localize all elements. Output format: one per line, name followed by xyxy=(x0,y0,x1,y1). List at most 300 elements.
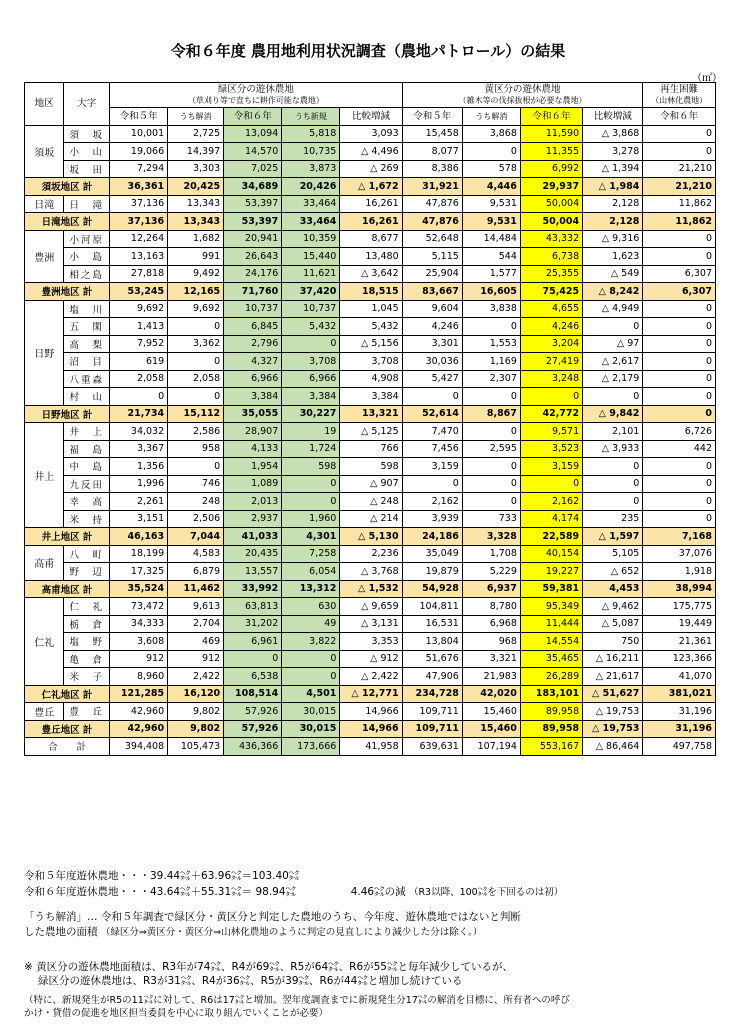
value-cell: 21,361 xyxy=(643,633,716,651)
subtotal-cell: 16,120 xyxy=(168,685,224,703)
value-cell: 4,655 xyxy=(520,300,582,318)
note-kaisho-remark: （緑区分⇒黄区分・黄区分⇒山林化農地のように判定の見直しにより減少した分は除く。） xyxy=(100,927,483,938)
header-oaza: 大字 xyxy=(64,83,110,126)
value-cell: △ 3,868 xyxy=(583,125,643,143)
table-row xyxy=(25,160,716,178)
value-cell: 1,918 xyxy=(643,563,716,581)
subtotal-cell: 42,020 xyxy=(462,685,520,703)
value-cell: 18,199 xyxy=(110,545,168,563)
header-green-r5: 令和５年 xyxy=(110,108,168,126)
oaza-name: 幸 高 xyxy=(64,493,110,511)
subtotal-cell: 20,426 xyxy=(282,178,340,196)
value-cell: 31,202 xyxy=(224,615,282,633)
value-cell: △ 5,156 xyxy=(340,335,402,353)
value-cell: 9,492 xyxy=(168,265,224,283)
subtotal-cell: △ 8,242 xyxy=(583,283,643,301)
value-cell: 49 xyxy=(282,615,340,633)
value-cell: 10,737 xyxy=(224,300,282,318)
table-row xyxy=(25,125,716,143)
value-cell: 0 xyxy=(462,458,520,476)
value-cell: 1,089 xyxy=(224,475,282,493)
note-r5-total: 令和５年度遊休農地・・・39.44㌶＋63.96㌶＝103.40㌶ xyxy=(24,870,300,882)
value-cell: △ 2,179 xyxy=(583,370,643,388)
subtotal-cell: 31,196 xyxy=(643,720,716,738)
value-cell: 10,359 xyxy=(282,230,340,248)
value-cell: 0 xyxy=(462,318,520,336)
value-cell: 912 xyxy=(168,650,224,668)
table-row xyxy=(25,388,716,406)
value-cell: △ 5,087 xyxy=(583,615,643,633)
table-row xyxy=(25,335,716,353)
value-cell: 35,049 xyxy=(402,545,462,563)
value-cell: 19,227 xyxy=(520,563,582,581)
value-cell: 2,261 xyxy=(110,493,168,511)
note-kaisho-definition xyxy=(24,910,724,940)
value-cell: 5,229 xyxy=(462,563,520,581)
value-cell: 14,484 xyxy=(462,230,520,248)
oaza-name: 坂 田 xyxy=(64,160,110,178)
subtotal-cell: 9,802 xyxy=(168,720,224,738)
value-cell: 9,531 xyxy=(462,195,520,213)
value-cell: 9,604 xyxy=(402,300,462,318)
value-cell: 15,440 xyxy=(282,248,340,266)
value-cell: 17,325 xyxy=(110,563,168,581)
subtotal-cell: 22,589 xyxy=(520,528,582,546)
table-body xyxy=(25,125,716,755)
subtotal-cell: 11,462 xyxy=(168,580,224,598)
value-cell: 3,248 xyxy=(520,370,582,388)
subtotal-cell: 16,605 xyxy=(462,283,520,301)
district-label: 日滝 xyxy=(25,195,64,213)
value-cell: 0 xyxy=(462,423,520,441)
subtotal-label: 高甫地区 計 xyxy=(25,580,110,598)
value-cell: 19,879 xyxy=(402,563,462,581)
subtotal-cell: 41,033 xyxy=(224,528,282,546)
value-cell: 19,449 xyxy=(643,615,716,633)
subtotal-row xyxy=(25,685,716,703)
value-cell: 619 xyxy=(110,353,168,371)
subtotal-label: 日野地区 計 xyxy=(25,405,110,423)
subtotal-cell: 13,312 xyxy=(282,580,340,598)
district-label: 日野 xyxy=(25,300,64,405)
value-cell: 7,470 xyxy=(402,423,462,441)
subtotal-cell: 12,165 xyxy=(168,283,224,301)
value-cell: 42,960 xyxy=(110,703,168,721)
subtotal-label: 豊洲地区 計 xyxy=(25,283,110,301)
oaza-name: 九反田 xyxy=(64,475,110,493)
oaza-name: 栃 倉 xyxy=(64,615,110,633)
value-cell: 1,553 xyxy=(462,335,520,353)
subtotal-cell: 37,420 xyxy=(282,283,340,301)
subtotal-cell: 30,015 xyxy=(282,720,340,738)
value-cell: 991 xyxy=(168,248,224,266)
value-cell: 14,397 xyxy=(168,143,224,161)
subtotal-cell: 57,926 xyxy=(224,720,282,738)
subtotal-cell: 9,531 xyxy=(462,213,520,231)
note-decrease: 4.46㌶の減 xyxy=(350,886,406,898)
value-cell: 746 xyxy=(168,475,224,493)
subtotal-cell: 83,667 xyxy=(402,283,462,301)
value-cell: 3,321 xyxy=(462,650,520,668)
value-cell: 0 xyxy=(643,458,716,476)
value-cell: 9,692 xyxy=(110,300,168,318)
table-row xyxy=(25,598,716,616)
oaza-name: 小河原 xyxy=(64,230,110,248)
value-cell: 2,586 xyxy=(168,423,224,441)
value-cell: 26,643 xyxy=(224,248,282,266)
value-cell: 3,873 xyxy=(282,160,340,178)
value-cell: △ 2,617 xyxy=(583,353,643,371)
value-cell: 4,174 xyxy=(520,510,582,528)
value-cell: 8,780 xyxy=(462,598,520,616)
oaza-name: 野 辺 xyxy=(64,563,110,581)
value-cell: 13,343 xyxy=(168,195,224,213)
note-trend-line2: 緑区分の遊休農地は、R3が31㌶、R4が36㌶、R5が39㌶、R6が44㌶と増加し続けている xyxy=(38,975,463,987)
subtotal-cell: 52,614 xyxy=(402,405,462,423)
table-row xyxy=(25,300,716,318)
subtotal-label: 日滝地区 計 xyxy=(25,213,110,231)
district-label: 豊洲 xyxy=(25,230,64,283)
total-row xyxy=(25,738,716,756)
note-goal-line1: （特に、新規発生がR5の11㌶に対して、R6は17㌶と増加。翌年度調査までに新規発生分17㌶の解消を目標に、所有者への呼び xyxy=(24,995,570,1006)
subtotal-row xyxy=(25,405,716,423)
value-cell: 30,015 xyxy=(282,703,340,721)
total-cell: 41,958 xyxy=(340,738,402,756)
header-green xyxy=(110,83,403,108)
table-row xyxy=(25,353,716,371)
value-cell: 0 xyxy=(168,353,224,371)
value-cell: 11,862 xyxy=(643,195,716,213)
value-cell: 41,070 xyxy=(643,668,716,686)
value-cell: 0 xyxy=(583,458,643,476)
value-cell: 16,531 xyxy=(402,615,462,633)
value-cell: 2,162 xyxy=(520,493,582,511)
value-cell: 968 xyxy=(462,633,520,651)
value-cell: 63,813 xyxy=(224,598,282,616)
total-cell: 105,473 xyxy=(168,738,224,756)
value-cell: 248 xyxy=(168,493,224,511)
value-cell: 4,246 xyxy=(520,318,582,336)
subtotal-cell: 234,728 xyxy=(402,685,462,703)
value-cell: 5,432 xyxy=(282,318,340,336)
value-cell: 0 xyxy=(643,475,716,493)
subtotal-row xyxy=(25,283,716,301)
value-cell: 14,554 xyxy=(520,633,582,651)
value-cell: 6,968 xyxy=(462,615,520,633)
table-row xyxy=(25,475,716,493)
value-cell: 4,583 xyxy=(168,545,224,563)
value-cell: 104,811 xyxy=(402,598,462,616)
value-cell: 912 xyxy=(110,650,168,668)
value-cell: 11,444 xyxy=(520,615,582,633)
value-cell: 9,613 xyxy=(168,598,224,616)
subtotal-cell: 13,343 xyxy=(168,213,224,231)
subtotal-cell: 75,425 xyxy=(520,283,582,301)
subtotal-label: 井上地区 計 xyxy=(25,528,110,546)
value-cell: 25,904 xyxy=(402,265,462,283)
value-cell: 40,154 xyxy=(520,545,582,563)
oaza-name: 米 持 xyxy=(64,510,110,528)
value-cell: 25,355 xyxy=(520,265,582,283)
subtotal-cell: 21,210 xyxy=(643,178,716,196)
value-cell: 1,169 xyxy=(462,353,520,371)
value-cell: 3,093 xyxy=(340,125,402,143)
value-cell: 3,204 xyxy=(520,335,582,353)
value-cell: 1,682 xyxy=(168,230,224,248)
note-r6-total xyxy=(24,884,724,899)
subtotal-label: 仁礼地区 計 xyxy=(25,685,110,703)
value-cell: 544 xyxy=(462,248,520,266)
header-chiku: 地区 xyxy=(25,83,64,126)
value-cell: 0 xyxy=(282,475,340,493)
value-cell: 0 xyxy=(643,143,716,161)
value-cell: 1,356 xyxy=(110,458,168,476)
value-cell: △ 549 xyxy=(583,265,643,283)
value-cell: 7,025 xyxy=(224,160,282,178)
header-yellow-r5: 令和５年 xyxy=(402,108,462,126)
value-cell: 0 xyxy=(168,458,224,476)
subtotal-cell: 6,937 xyxy=(462,580,520,598)
district-label: 井上 xyxy=(25,423,64,528)
total-cell: 497,758 xyxy=(643,738,716,756)
value-cell: △ 3,933 xyxy=(583,440,643,458)
total-cell: 394,408 xyxy=(110,738,168,756)
value-cell: 24,176 xyxy=(224,265,282,283)
subtotal-cell: 42,772 xyxy=(520,405,582,423)
value-cell: 19,066 xyxy=(110,143,168,161)
value-cell: △ 4,949 xyxy=(583,300,643,318)
value-cell: 0 xyxy=(643,370,716,388)
subtotal-cell: 15,112 xyxy=(168,405,224,423)
note-decrease-remark: （R3以降、100㌶を下回るのは初） xyxy=(408,887,564,898)
value-cell: △ 9,316 xyxy=(583,230,643,248)
subtotal-cell: 15,460 xyxy=(462,720,520,738)
value-cell: 19 xyxy=(282,423,340,441)
value-cell: 10,735 xyxy=(282,143,340,161)
value-cell: 13,557 xyxy=(224,563,282,581)
subtotal-cell: 53,245 xyxy=(110,283,168,301)
subtotal-cell: △ 5,130 xyxy=(340,528,402,546)
value-cell: 3,708 xyxy=(282,353,340,371)
value-cell: 1,577 xyxy=(462,265,520,283)
subtotal-cell: 11,862 xyxy=(643,213,716,231)
value-cell: 47,906 xyxy=(402,668,462,686)
value-cell: 26,289 xyxy=(520,668,582,686)
oaza-name: 塩 野 xyxy=(64,633,110,651)
header-yellow xyxy=(402,83,643,108)
value-cell: 4,133 xyxy=(224,440,282,458)
value-cell: 34,032 xyxy=(110,423,168,441)
subtotal-cell: 4,301 xyxy=(282,528,340,546)
value-cell: 0 xyxy=(282,493,340,511)
value-cell: 9,802 xyxy=(168,703,224,721)
value-cell: 3,868 xyxy=(462,125,520,143)
value-cell: 2,725 xyxy=(168,125,224,143)
subtotal-label: 豊丘地区 計 xyxy=(25,720,110,738)
subtotal-cell: 53,397 xyxy=(224,213,282,231)
value-cell: 6,307 xyxy=(643,265,716,283)
value-cell: △ 248 xyxy=(340,493,402,511)
value-cell: 7,456 xyxy=(402,440,462,458)
value-cell: 0 xyxy=(520,388,582,406)
value-cell: 3,384 xyxy=(224,388,282,406)
subtotal-cell: 30,227 xyxy=(282,405,340,423)
oaza-name: 米 子 xyxy=(64,668,110,686)
value-cell: 469 xyxy=(168,633,224,651)
header-green-r6: 令和６年 xyxy=(224,108,282,126)
value-cell: △ 912 xyxy=(340,650,402,668)
table-row xyxy=(25,195,716,213)
table-row xyxy=(25,265,716,283)
table-row xyxy=(25,230,716,248)
header-yellow-sub: （雑木等の伐採抜根が必要な農地） xyxy=(458,96,587,105)
subtotal-cell: 183,101 xyxy=(520,685,582,703)
subtotal-cell: △ 1,532 xyxy=(340,580,402,598)
table-row xyxy=(25,545,716,563)
value-cell: 0 xyxy=(282,335,340,353)
value-cell: 958 xyxy=(168,440,224,458)
oaza-name: 小 山 xyxy=(64,143,110,161)
value-cell: 31,196 xyxy=(643,703,716,721)
value-cell: 50,004 xyxy=(520,195,582,213)
value-cell: 0 xyxy=(583,493,643,511)
value-cell: 0 xyxy=(643,353,716,371)
district-label: 高甫 xyxy=(25,545,64,580)
subtotal-cell: 16,261 xyxy=(340,213,402,231)
value-cell: 6,726 xyxy=(643,423,716,441)
value-cell: 3,303 xyxy=(168,160,224,178)
value-cell: 37,136 xyxy=(110,195,168,213)
value-cell: △ 5,125 xyxy=(340,423,402,441)
value-cell: 1,996 xyxy=(110,475,168,493)
value-cell: 3,939 xyxy=(402,510,462,528)
subtotal-cell: △ 51,627 xyxy=(583,685,643,703)
subtotal-cell: 29,937 xyxy=(520,178,582,196)
oaza-name: 五 閑 xyxy=(64,318,110,336)
value-cell: 33,464 xyxy=(282,195,340,213)
value-cell: 2,506 xyxy=(168,510,224,528)
header-green-kaisho: うち解消 xyxy=(168,108,224,126)
value-cell: 16,261 xyxy=(340,195,402,213)
value-cell: 10,737 xyxy=(282,300,340,318)
table-row xyxy=(25,668,716,686)
value-cell: 10,001 xyxy=(110,125,168,143)
value-cell: 11,590 xyxy=(520,125,582,143)
table-row xyxy=(25,703,716,721)
value-cell: 52,648 xyxy=(402,230,462,248)
table-row xyxy=(25,458,716,476)
subtotal-cell: 2,128 xyxy=(583,213,643,231)
unit-label: （㎡） xyxy=(692,73,722,84)
note-trend xyxy=(24,960,724,988)
value-cell: 27,419 xyxy=(520,353,582,371)
value-cell: 9,692 xyxy=(168,300,224,318)
subtotal-cell: 4,453 xyxy=(583,580,643,598)
value-cell: 8,677 xyxy=(340,230,402,248)
table-row xyxy=(25,143,716,161)
subtotal-cell: 71,760 xyxy=(224,283,282,301)
value-cell: 1,708 xyxy=(462,545,520,563)
value-cell: 35,465 xyxy=(520,650,582,668)
header-green-shinki: うち新規 xyxy=(282,108,340,126)
value-cell: 235 xyxy=(583,510,643,528)
value-cell: 0 xyxy=(462,388,520,406)
note-kaisho-line2: した農地の面積 xyxy=(24,926,98,938)
value-cell: 43,332 xyxy=(520,230,582,248)
value-cell: 0 xyxy=(583,318,643,336)
value-cell: 8,960 xyxy=(110,668,168,686)
value-cell: 20,435 xyxy=(224,545,282,563)
value-cell: 4,908 xyxy=(340,370,402,388)
value-cell: 3,159 xyxy=(520,458,582,476)
value-cell: 0 xyxy=(168,388,224,406)
value-cell: 51,676 xyxy=(402,650,462,668)
subtotal-label: 須坂地区 計 xyxy=(25,178,110,196)
note-trend-line1: ※ 黄区分の遊休農地面積は、R3年が74㌶、R4が69㌶、R5が64㌶、R6が55㌶と毎年減少しているが、 xyxy=(24,961,513,973)
oaza-name: 沼 目 xyxy=(64,353,110,371)
value-cell: 13,804 xyxy=(402,633,462,651)
table-row xyxy=(25,423,716,441)
value-cell: 8,077 xyxy=(402,143,462,161)
value-cell: 175,775 xyxy=(643,598,716,616)
value-cell: 2,128 xyxy=(583,195,643,213)
value-cell: 733 xyxy=(462,510,520,528)
table-row xyxy=(25,615,716,633)
oaza-name: 塩 川 xyxy=(64,300,110,318)
subtotal-cell: 36,361 xyxy=(110,178,168,196)
value-cell: △ 19,753 xyxy=(583,703,643,721)
subtotal-cell: 24,186 xyxy=(402,528,462,546)
value-cell: 2,307 xyxy=(462,370,520,388)
oaza-name: 福 島 xyxy=(64,440,110,458)
value-cell: 14,966 xyxy=(340,703,402,721)
subtotal-cell: 381,021 xyxy=(643,685,716,703)
value-cell: 73,472 xyxy=(110,598,168,616)
value-cell: 6,966 xyxy=(224,370,282,388)
subtotal-row xyxy=(25,178,716,196)
value-cell: 2,796 xyxy=(224,335,282,353)
value-cell: 0 xyxy=(583,475,643,493)
value-cell: 2,162 xyxy=(402,493,462,511)
note-r6-total-text: 令和６年度遊休農地・・・43.64㌶＋55.31㌶＝ 98.94㌶ xyxy=(24,886,297,898)
value-cell: 6,738 xyxy=(520,248,582,266)
value-cell: 123,366 xyxy=(643,650,716,668)
value-cell: △ 1,394 xyxy=(583,160,643,178)
value-cell: 750 xyxy=(583,633,643,651)
district-label: 豊丘 xyxy=(25,703,64,721)
subtotal-cell: 7,044 xyxy=(168,528,224,546)
value-cell: 0 xyxy=(520,475,582,493)
value-cell: 34,333 xyxy=(110,615,168,633)
subtotal-cell: 0 xyxy=(643,405,716,423)
results-table xyxy=(24,82,716,756)
oaza-name: 村 山 xyxy=(64,388,110,406)
subtotal-cell: 54,928 xyxy=(402,580,462,598)
header-red xyxy=(643,83,716,108)
value-cell: △ 21,617 xyxy=(583,668,643,686)
value-cell: 12,264 xyxy=(110,230,168,248)
oaza-name: 中 島 xyxy=(64,458,110,476)
value-cell: 15,460 xyxy=(462,703,520,721)
value-cell: 57,926 xyxy=(224,703,282,721)
value-cell: 766 xyxy=(340,440,402,458)
note-kaisho-line1: 「うち解消」… 令和５年調査で緑区分・黄区分と判定した農地のうち、今年度、遊休農地ではないと判断 xyxy=(24,911,521,923)
value-cell: 0 xyxy=(643,388,716,406)
district-label: 須坂 xyxy=(25,125,64,178)
subtotal-cell: 4,446 xyxy=(462,178,520,196)
subtotal-cell: 46,163 xyxy=(110,528,168,546)
subtotal-cell: 50,004 xyxy=(520,213,582,231)
